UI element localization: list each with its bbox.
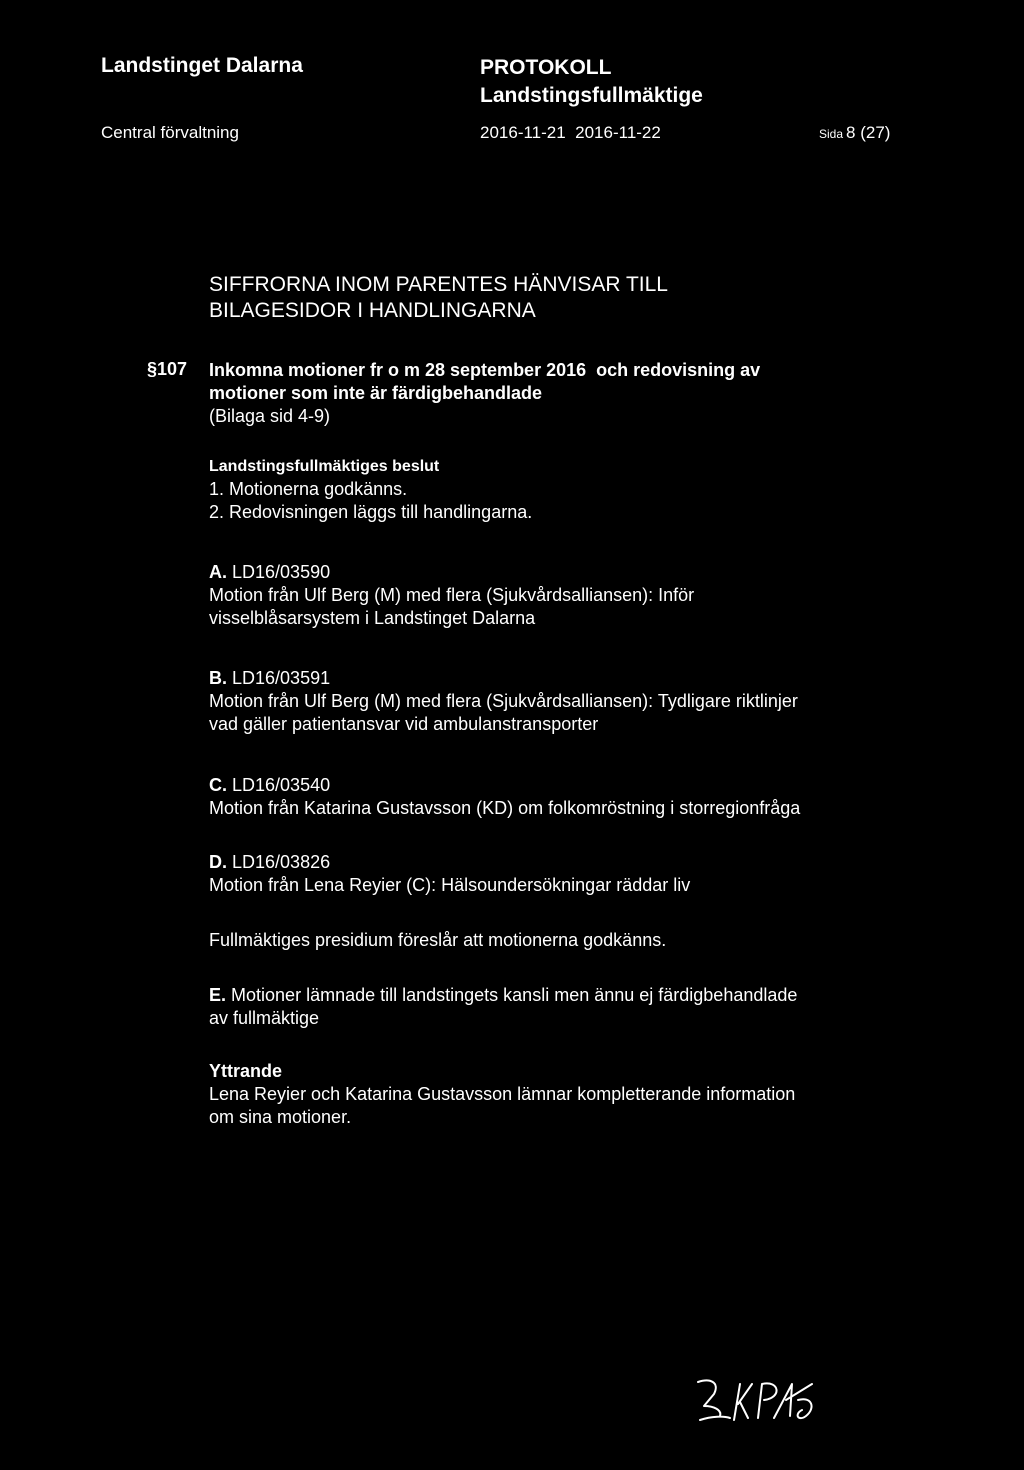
doc-body: Landstingsfullmäktige [480, 84, 703, 107]
section-attachment: (Bilaga sid 4-9) [209, 406, 331, 426]
motion-d-text-1: Motion från Lena Reyier (C): Hälsoundersökningar räddar liv [209, 875, 691, 895]
item-e [209, 984, 797, 1030]
page-indicator [819, 123, 890, 143]
meeting-dates: 2016-11-21 2016-11-22 [480, 123, 661, 142]
item-e-text: Motioner lämnade till landstingets kansli men ännu ej färdigbehandlade [231, 985, 798, 1005]
item-e-line-1 [209, 984, 797, 1007]
section-title-line-2: motioner som inte är färdigbehandlade [209, 383, 543, 403]
section-title [209, 359, 760, 428]
motion-d-header [209, 851, 690, 874]
section-title-line-1: Inkomna motioner fr o m 28 september 2016 och redovisning av [209, 360, 761, 380]
motion-b-header [209, 667, 798, 690]
page-label: Sida [819, 127, 844, 141]
motion-b-text-1: Motion från Ulf Berg (M) med flera (Sjukvårdsalliansen): Tydligare riktlinjer [209, 691, 798, 711]
item-e-letter: E. [209, 985, 227, 1005]
motion-a [209, 561, 694, 630]
decision-item-2: 2. Redovisningen läggs till handlingarna. [209, 502, 533, 522]
decision-heading: Landstingsfullmäktiges beslut [209, 458, 440, 475]
statement [209, 1060, 795, 1129]
motion-b-text-2: vad gäller patientansvar vid ambulanstransporter [209, 714, 599, 734]
statement-line-2: om sina motioner. [209, 1107, 352, 1127]
motion-a-header [209, 561, 694, 584]
document-title [480, 54, 703, 110]
motion-a-letter: A. [209, 562, 227, 582]
motion-c-ref: LD16/03540 [232, 775, 331, 795]
motion-a-text-2: visselblåsarsystem i Landstinget Dalarna [209, 608, 536, 628]
motion-c-letter: C. [209, 775, 227, 795]
motion-d-ref: LD16/03826 [232, 852, 331, 872]
section-number: §107 [147, 359, 188, 379]
notice-line-2: BILAGESIDOR I HANDLINGARNA [209, 299, 536, 322]
notice-line-1: SIFFRORNA INOM PARENTES HÄNVISAR TILL [209, 273, 668, 296]
motion-c [209, 774, 800, 820]
decision-item-1: 1. Motionerna godkänns. [209, 479, 408, 499]
decision-block [209, 455, 532, 524]
motion-b-letter: B. [209, 668, 227, 688]
motion-a-text-1: Motion från Ulf Berg (M) med flera (Sjukvårdsalliansen): Inför [209, 585, 695, 605]
motion-a-ref: LD16/03590 [232, 562, 331, 582]
motion-b-ref: LD16/03591 [232, 668, 331, 688]
attachment-notice [209, 272, 668, 324]
page-number: 8 (27) [846, 123, 891, 142]
signature-initials [690, 1372, 840, 1432]
statement-heading: Yttrande [209, 1061, 283, 1081]
motion-b [209, 667, 798, 736]
motion-c-text-1: Motion från Katarina Gustavsson (KD) om folkomröstning i storregionfråga [209, 798, 801, 818]
presidium-proposal: Fullmäktiges presidium föreslår att motionerna godkänns. [209, 930, 667, 950]
doc-type: PROTOKOLL [480, 56, 612, 79]
motion-d-letter: D. [209, 852, 227, 872]
department-name: Central förvaltning [101, 123, 239, 142]
item-e-line-2: av fullmäktige [209, 1008, 320, 1028]
organization-name: Landstinget Dalarna [101, 54, 303, 77]
motion-c-header [209, 774, 800, 797]
motion-d [209, 851, 690, 897]
statement-line-1: Lena Reyier och Katarina Gustavsson lämnar kompletterande information [209, 1084, 796, 1104]
